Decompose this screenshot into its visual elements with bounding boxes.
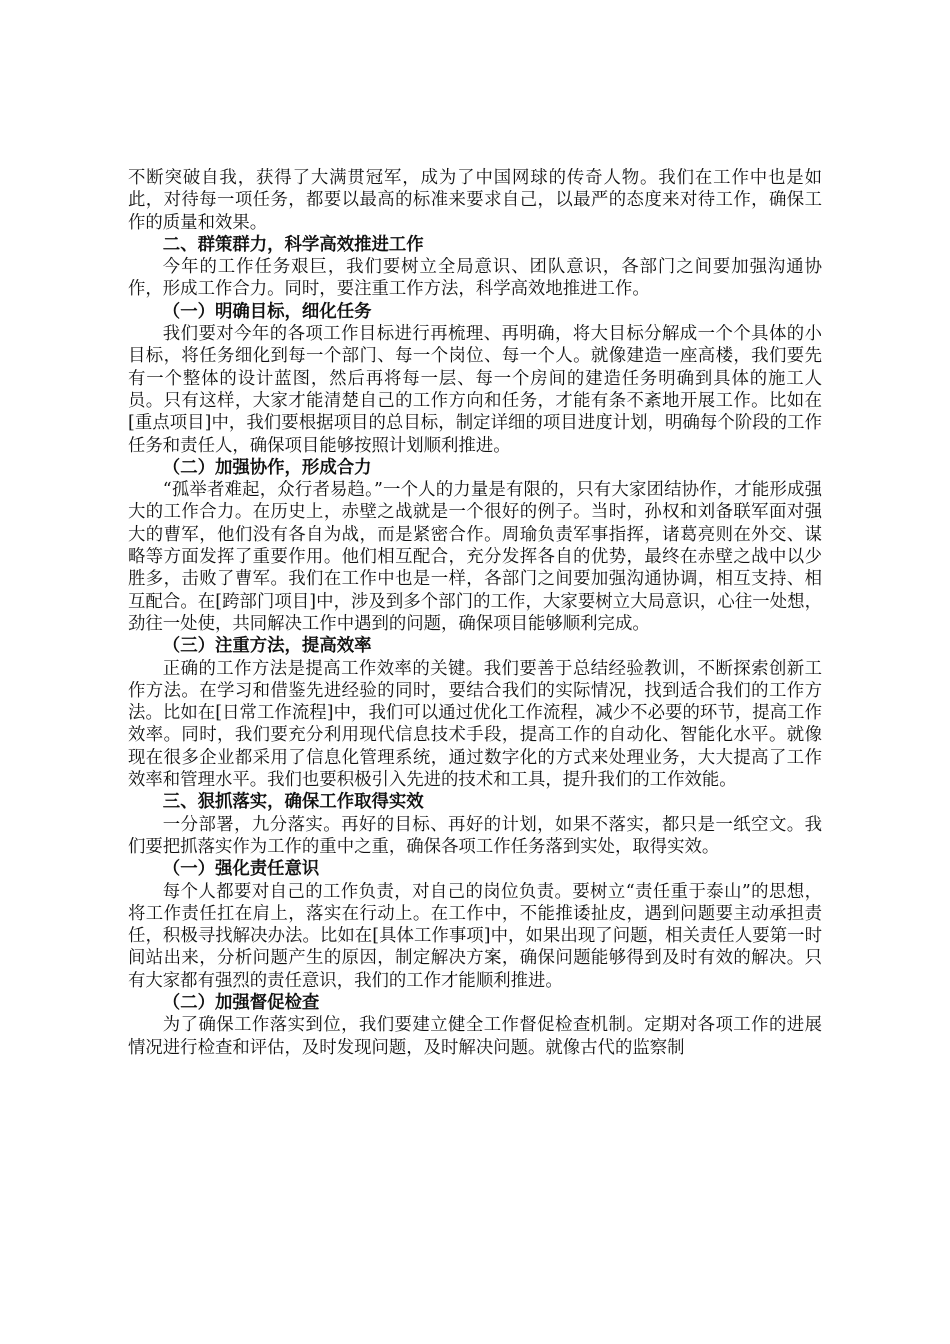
- body-paragraph: “孤举者难起，众行者易趋。”一个人的力量是有限的，只有大家团结协作，才能形成强大的工作合力。在历史上，赤壁之战就是一个很好的例子。当时，孙权和刘备联军面对强大的曹军，他们没有各自为战，而是紧密合作。周瑜负责军事指挥，诸葛亮则在外交、谋略等方面发挥了重要作用。他们相互配合，充分发挥各自的优势，最终在赤壁之战中以少胜多，击败了曹军。我们在工作中也是一样，各部门之间要加强沟通协调，相互支持、相互配合。在[跨部门项目]中，涉及到多个部门的工作，大家要树立大局意识，心往一处想，劲往一处使，共同解决工作中遇到的问题，确保项目能够顺利完成。: [128, 480, 822, 634]
- body-paragraph: 一分部署，九分落实。再好的目标、再好的计划，如果不落实，都只是一纸空文。我们要把抓落实作为工作的重中之重，确保各项工作任务落到实处，取得实效。: [128, 814, 822, 857]
- subsection-heading: （一）明确目标，细化任务: [162, 301, 372, 322]
- section-heading: 三、狠抓落实，确保工作取得实效: [162, 792, 424, 813]
- subsection-heading: （一）强化责任意识: [162, 859, 320, 880]
- body-paragraph: 为了确保工作落实到位，我们要建立健全工作督促检查机制。定期对各项工作的进展情况进行检查和评估，及时发现问题，及时解决问题。就像古代的监察制: [128, 1015, 822, 1058]
- body-paragraph: 我们要对今年的各项工作目标进行再梳理、再明确，将大目标分解成一个个具体的小目标，将任务细化到每一个部门、每一个岗位、每一个人。就像建造一座高楼，我们要先有一个整体的设计蓝图，然后再将每一层、每一个房间的建造任务明确到具体的施工人员。只有这样，大家才能清楚自己的工作方向和任务，才能有条不紊地开展工作。比如在[重点项目]中，我们要根据项目的总目标，制定详细的项目进度计划，明确每个阶段的工作任务和责任人，确保项目能够按照计划顺利推进。: [128, 324, 822, 456]
- section-heading: 二、群策群力，科学高效推进工作: [162, 234, 424, 255]
- subsection-heading: （三）注重方法，提高效率: [162, 636, 372, 657]
- document-page: [128, 167, 822, 1059]
- body-paragraph: 不断突破自我，获得了大满贯冠军，成为了中国网球的传奇人物。我们在工作中也是如此，对待每一项任务，都要以最高的标准来要求自己，以最严的态度来对待工作，确保工作的质量和效果。: [128, 168, 822, 233]
- body-paragraph: 每个人都要对自己的工作负责，对自己的岗位负责。要树立“责任重于泰山”的思想，将工作责任扛在肩上，落实在行动上。在工作中，不能推诿扯皮，遇到问题要主动承担责任，积极寻找解决办法。比如在[具体工作事项]中，如果出现了问题，相关责任人要第一时间站出来，分析问题产生的原因，制定解决方案，确保问题能够得到及时有效的解决。只有大家都有强烈的责任意识，我们的工作才能顺利推进。: [128, 881, 822, 991]
- subsection-heading: （二）加强督促检查: [162, 992, 320, 1013]
- body-paragraph: 今年的工作任务艰巨，我们要树立全局意识、团队意识，各部门之间要加强沟通协作，形成工作合力。同时，要注重工作方法，科学高效地推进工作。: [128, 257, 822, 300]
- subsection-heading: （二）加强协作，形成合力: [162, 457, 372, 478]
- body-paragraph: 正确的工作方法是提高工作效率的关键。我们要善于总结经验教训，不断探索创新工作方法。在学习和借鉴先进经验的同时，要结合我们的实际情况，找到适合我们的工作方法。比如在[日常工作流程]中，我们可以通过优化工作流程，减少不必要的环节，提高工作效率。同时，我们要充分利用现代信息技术手段，提高工作的自动化、智能化水平。就像现在很多企业都采用了信息化管理系统，通过数字化的方式来处理业务，大大提高了工作效率和管理水平。我们也要积极引入先进的技术和工具，提升我们的工作效能。: [128, 658, 822, 791]
